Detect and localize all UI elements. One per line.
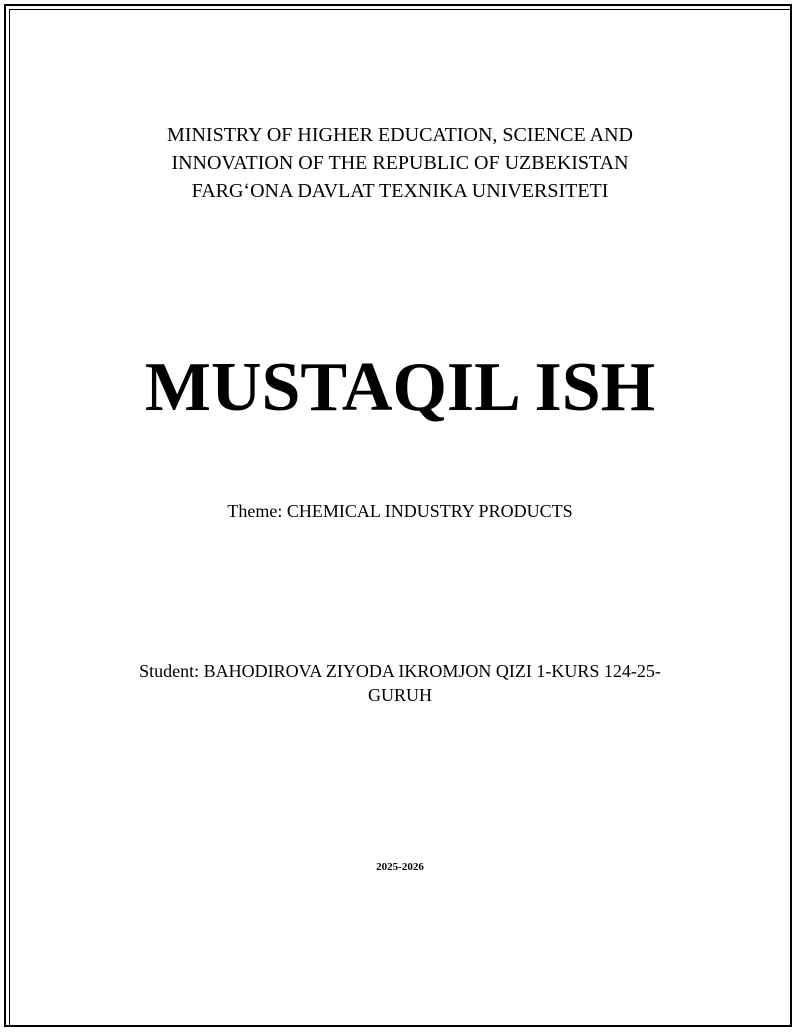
header-line-republic: INNOVATION OF THE REPUBLIC OF UZBEKISTAN — [171, 152, 629, 174]
student-info: Student: BAHODIROVA ZIYODA IKROMJON QIZI 1-KURS 124-25-GURUH — [139, 661, 661, 705]
institution-header — [0, 121, 800, 205]
header-line-ministry: MINISTRY OF HIGHER EDUCATION, SCIENCE AND — [167, 124, 633, 146]
academic-year: 2025-2026 — [376, 861, 424, 873]
header-line-university: FARG‘ONA DAVLAT TEXNIKA UNIVERSITETI — [191, 180, 609, 202]
document-title: MUSTAQIL ISH — [144, 349, 656, 426]
document-theme: Theme: CHEMICAL INDUSTRY PRODUCTS — [227, 501, 573, 521]
